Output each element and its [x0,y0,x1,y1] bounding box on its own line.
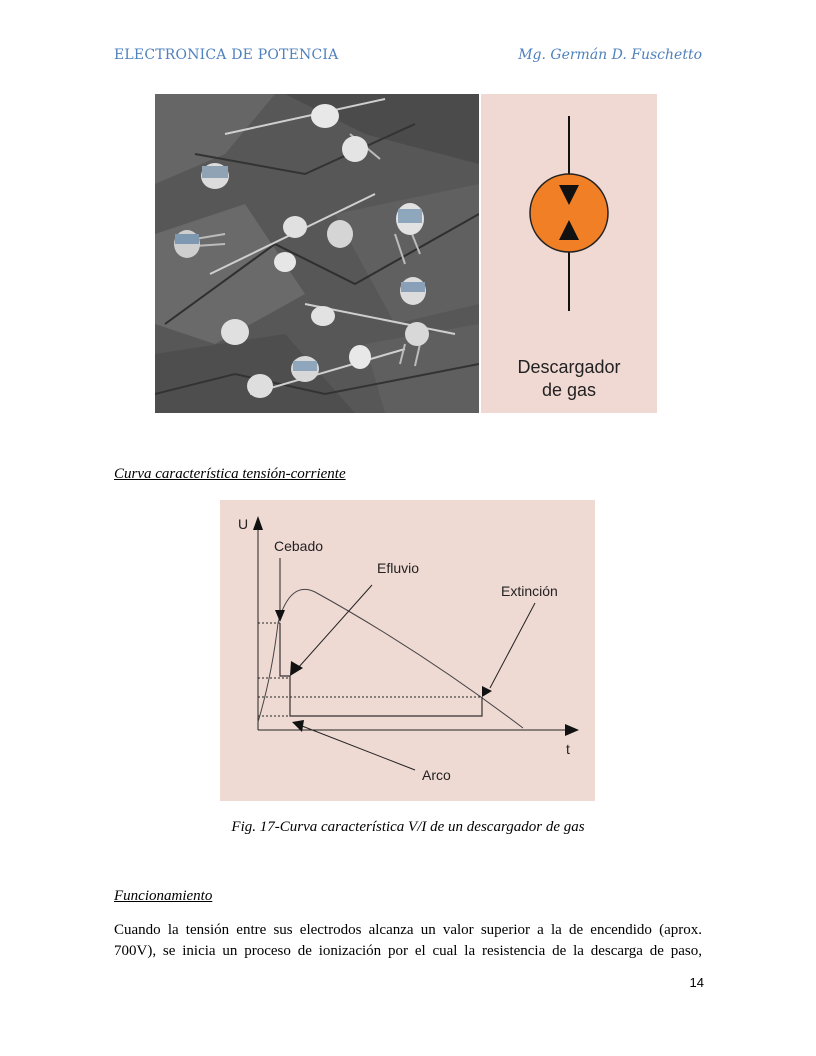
figure-caption: Fig. 17-Curva característica V/I de un descargador de gas [231,819,585,835]
paragraph-line: Cuando la tensión entre sus electrodos alcanza un valor superior a la de encendido (aprox. [114,922,702,938]
header-author: Mg. Germán D. Fuschetto [518,47,702,63]
symbol-caption-line2: de gas [541,380,597,400]
gas-discharger-symbol-panel [481,94,657,413]
page-number: 14 [689,975,704,990]
paragraph-body [114,920,702,962]
symbol-caption [481,356,657,402]
gas-discharge-tubes-photo [155,94,479,413]
section-title-curve: Curva característica tensión-corriente [114,466,346,482]
symbol-caption-line1: Descargador [517,357,621,377]
label-arco: Arco [422,767,451,783]
y-axis-label: U [238,516,249,532]
paragraph-line: 700V), se inicia un proceso de ionización por el cual la resistencia de la descarga de paso, [114,943,702,959]
label-extincion: Extinción [501,583,558,599]
vi-characteristic-figure [220,500,595,801]
label-efluvio: Efluvio [377,560,420,576]
x-axis-label: t [566,741,570,757]
section-title-function: Funcionamiento [114,888,213,904]
header-title: ELECTRONICA DE POTENCIA [114,47,339,63]
label-cebado: Cebado [274,538,324,554]
